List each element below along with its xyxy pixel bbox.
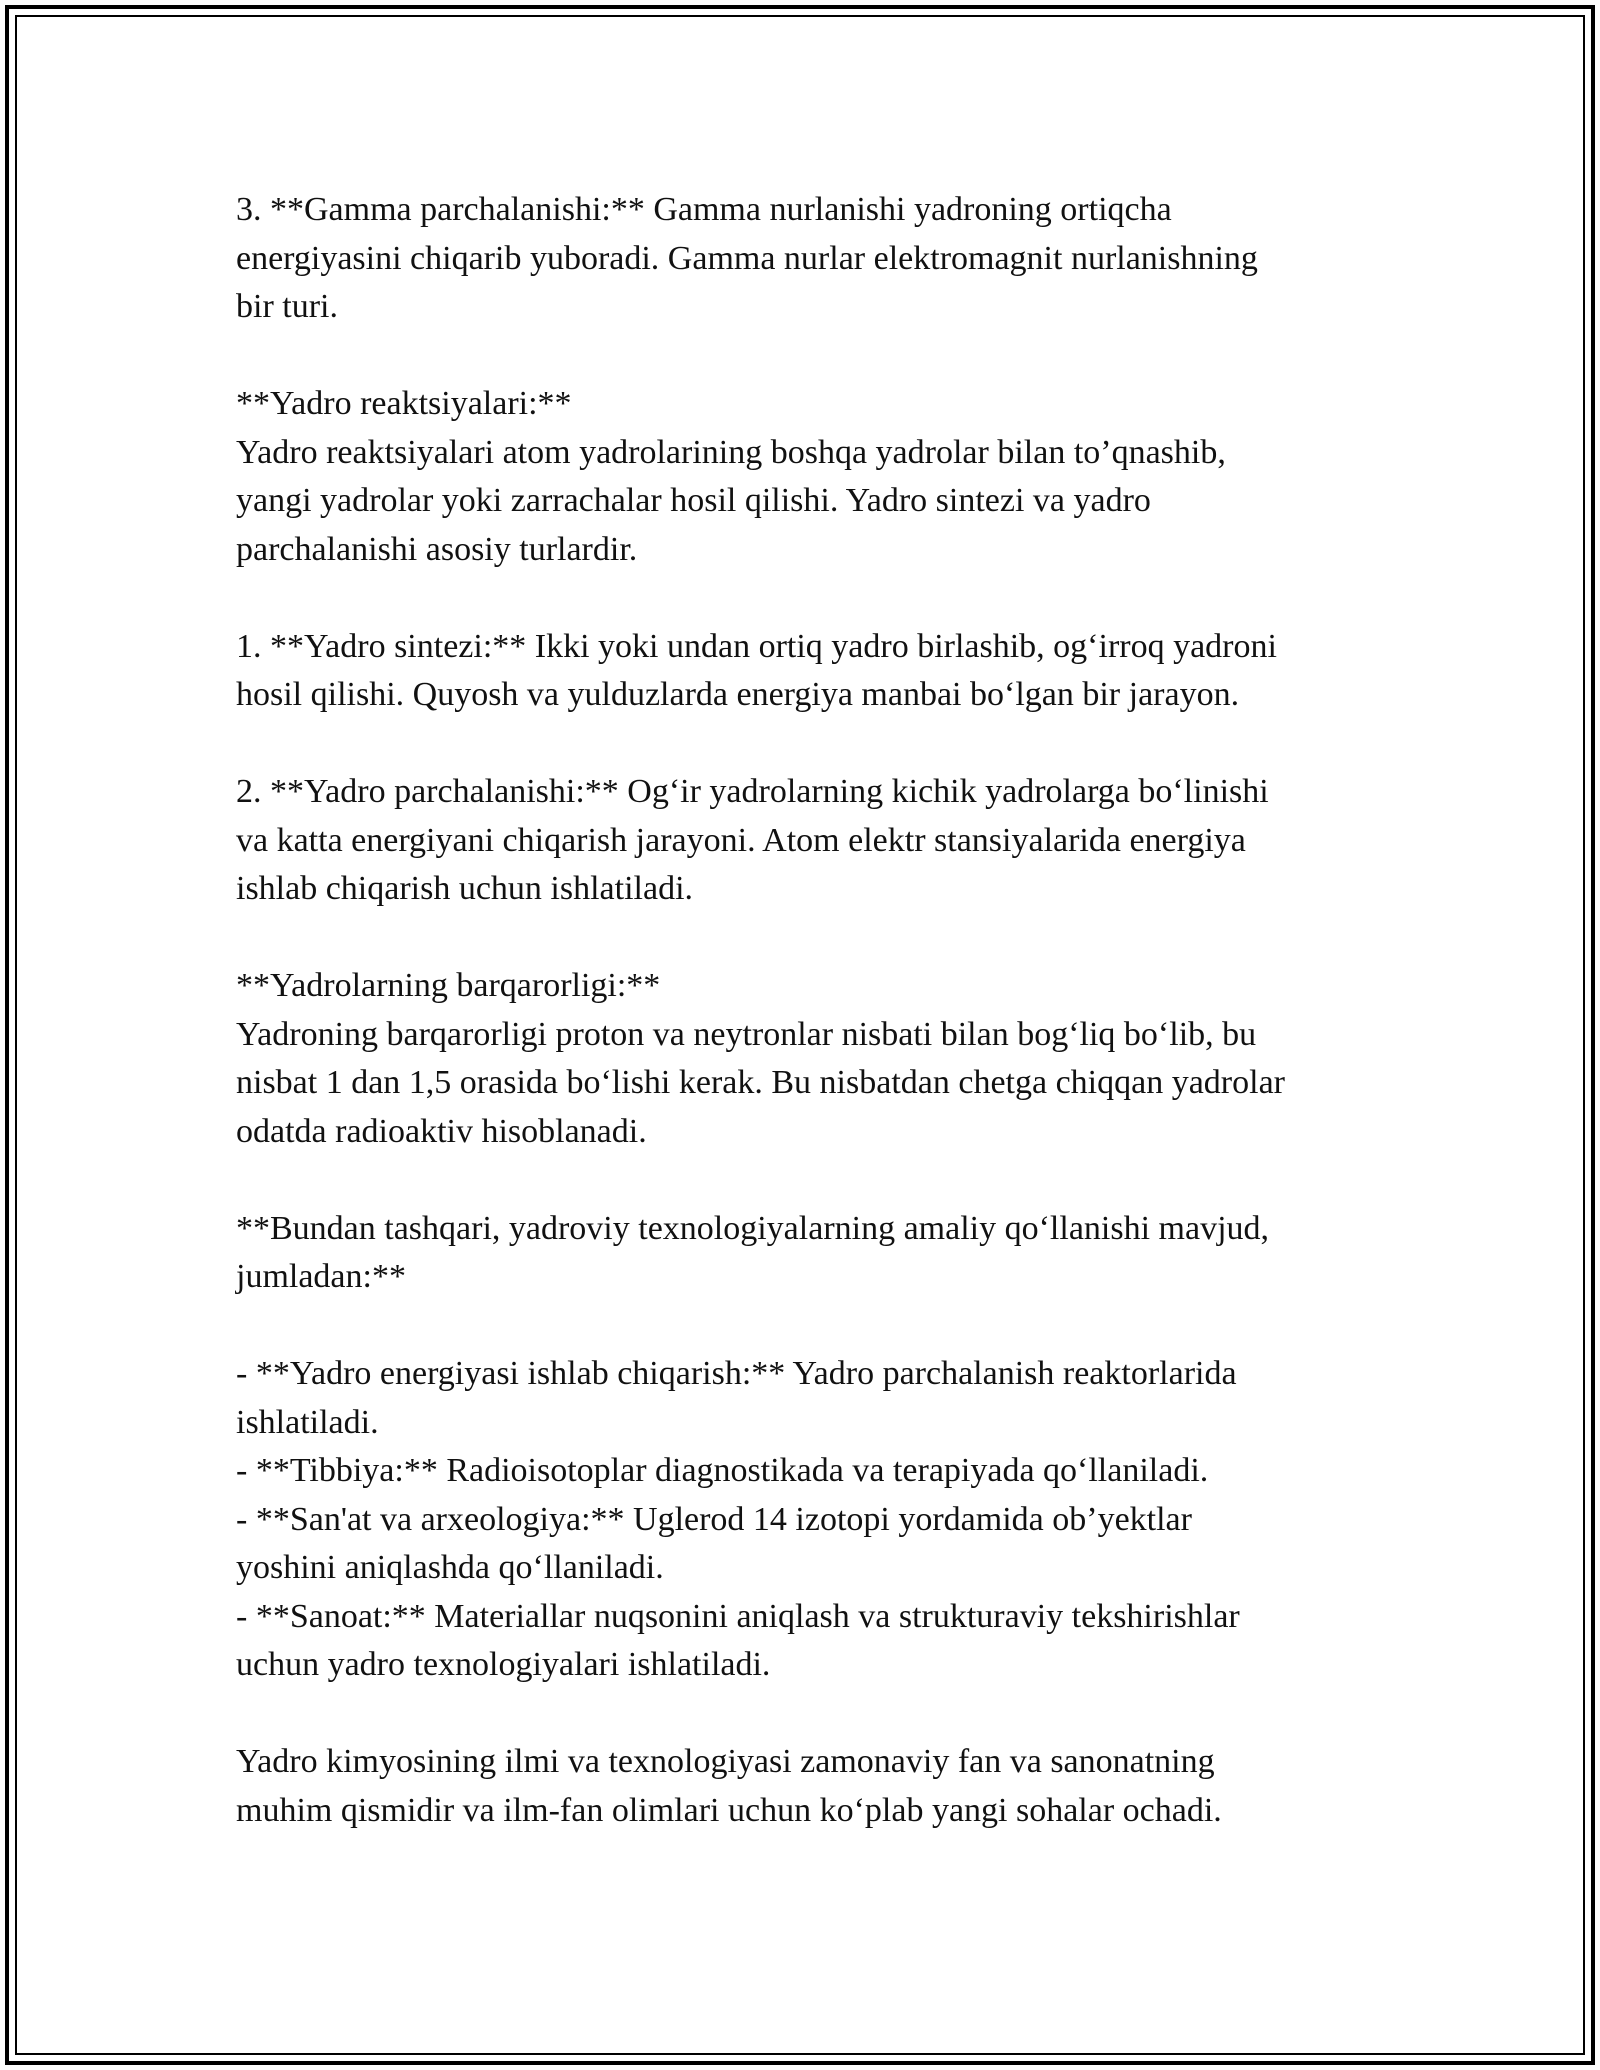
text-line: nisbat 1 dan 1,5 orasida bo‘lishi kerak. Bu nisbatdan chetga chiqqan yadrolar (236, 1064, 1285, 1101)
text-line: muhim qismidir va ilm-fan olimlari uchun ko‘plab yangi sohalar ochadi. (236, 1791, 1222, 1829)
list-item: - **Yadro energiyasi ishlab chiqarish:** Yadro parchalanish reaktorlarida (236, 1355, 1237, 1392)
list-item: - **Sanoat:** Materiallar nuqsonini aniqlash va strukturaviy tekshirishlar (236, 1597, 1240, 1635)
text-line: **Bundan tashqari, yadroviy texnologiyalarning amaliy qo‘llanishi mavjud, (236, 1209, 1270, 1247)
text-line: 1. **Yadro sintezi:** Ikki yoki undan ortiq yadro birlashib, og‘irroq yadroni (236, 627, 1277, 665)
section-heading: **Yadro reaktsiyalari:** (236, 385, 572, 422)
text-line: Yadroning barqarorligi proton va neytronlar nisbati bilan bog‘liq bo‘lib, bu (236, 1015, 1257, 1053)
text-line: 3. **Gamma parchalanishi:** Gamma nurlanishi yadroning ortiqcha (236, 191, 1172, 228)
section-heading: **Yadrolarning barqarorligi:** (236, 967, 661, 1004)
list-item: - **San'at va arxeologiya:** Uglerod 14 izotopi yordamida ob’yektlar (236, 1500, 1192, 1538)
text-line: Yadro kimyosining ilmi va texnologiyasi zamonaviy fan va sanonatning (236, 1743, 1215, 1780)
list-item: - **Tibbiya:** Radioisotoplar diagnostikada va terapiyada qo‘llaniladi. (236, 1452, 1209, 1489)
document-body (236, 186, 1386, 1835)
text-line: Yadro reaktsiyalari atom yadrolarining boshqa yadrolar bilan to’qnashib, (236, 433, 1226, 471)
text-line: jumladan:** (236, 1258, 406, 1295)
text-line: parchalanishi asosiy turlardir. (236, 530, 638, 568)
text-line: bir turi. (236, 288, 338, 325)
text-line: uchun yadro texnologiyalari ishlatiladi. (236, 1646, 771, 1683)
text-line: ishlab chiqarish uchun ishlatiladi. (236, 870, 694, 907)
paragraph-gap (236, 332, 1386, 381)
paragraph-gap (236, 1156, 1386, 1205)
text-line: yangi yadrolar yoki zarrachalar hosil qilishi. Yadro sintezi va yadro (236, 482, 1151, 519)
text-line: yoshini aniqlashda qo‘llaniladi. (236, 1549, 664, 1586)
text-line: odatda radioaktiv hisoblanadi. (236, 1112, 647, 1150)
text-line: hosil qilishi. Quyosh va yulduzlarda energiya manbai bo‘lgan bir jarayon. (236, 676, 1240, 713)
paragraph-gap (236, 914, 1386, 963)
text-line: va katta energiyani chiqarish jarayoni. Atom elektr stansiyalarida energiya (236, 821, 1246, 859)
paragraph-gap (236, 720, 1386, 769)
paragraph-gap (236, 1302, 1386, 1351)
text-line: energiyasini chiqarib yuboradi. Gamma nurlar elektromagnit nurlanishning (236, 239, 1258, 277)
text-line: 2. **Yadro parchalanishi:** Og‘ir yadrolarning kichik yadrolarga bo‘linishi (236, 773, 1269, 810)
paragraph-gap (236, 1690, 1386, 1739)
paragraph-gap (236, 574, 1386, 623)
text-line: ishlatiladi. (236, 1403, 379, 1441)
